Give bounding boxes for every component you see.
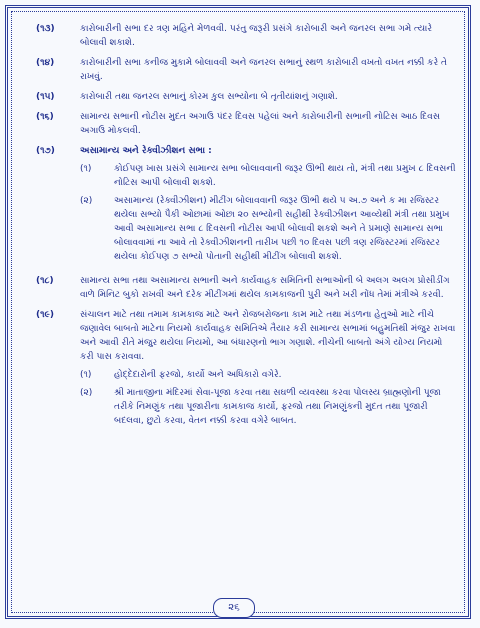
- rule-number: (૧૪): [36, 58, 55, 68]
- rule-text: સામાન્ય સભાની નોટીસ મુદત અગાઉ પંદર દિવસ પહેલાં અને કારોબારીની સભાની નોટિસ આઠ દિવસ અગાઉ મોકલવી.: [80, 112, 441, 136]
- rule-16: [36, 110, 456, 138]
- sub-rule: [80, 194, 456, 264]
- rule-text: સંચાલન માટે તથા તમામ કામકાજ માટે અને રોજબરોજના કામ માટે તથા મંડળના હેતુઓ માટે નીચે જણાવેલ બાબતો માટેના નિયમો કાર્યવાહક સમિતિએ તૈયાર કરી સામાન્ય સભામાં બહુમતિથી મંજુર રાખવા અને આવી રીતે મંજુર થયેલા નિયમો, આ બંધારણનો ભાગ ગણાશે. નીચેની બાબતો અંગે યોગ્ય નિયમો કરી પાસ કરાવવા.: [80, 310, 456, 362]
- rule-number: (૧૩): [36, 24, 55, 34]
- sub-rule-text: હોદ્દેદારોની ફરજો, કાર્યો અને અધિકારો વગેરે.: [114, 370, 282, 380]
- rule-18: [36, 274, 456, 302]
- sub-rule-number: (૨): [80, 196, 93, 206]
- sub-rule-text: અસામાન્ય (રેક્વીઝીશન) મીટીંગ બોલાવવાની જરૂર ઊભી થયે ૫ અ.૭ અને ક મા રજિસ્ટર થયેલા સભ્યો પૈકી ઓછામાં ઓછા ૨૦ સભ્યોની સહીથી રેક્વીઝીશન આવ્યેથી મંત્રી તથા પ્રમુખ આવી અસામાન્ય સભા ૮ દિવસની નોટીસ આપી બોલાવી શકશે અને તે પ્રમાણે સામાન્ય સભા બોલાવવામાં ના આવે તો રેક્વીઝીશનની તારીખ પછી ૧૦ દિવસ પછી ત્રણ રજિસ્ટરમાં રજિસ્ટર થયેલા કોઈપણ ૭ સભ્યો પોતાની સહીથી મીટીંગ બોલાવી શકશે.: [114, 196, 450, 262]
- sub-rule-text: કોઈપણ ખાસ પ્રસંગે સામાન્ય સભા બોલાવવાની જરૂર ઊભી થાય તો, મંત્રી તથા પ્રમુખ ૮ દિવસની નોટિસ આપી બોલાવી શકશે.: [114, 164, 456, 188]
- sub-rule-number: (૧): [80, 370, 92, 380]
- document-body: [36, 22, 456, 438]
- sub-rule: [80, 368, 456, 382]
- sub-rule-text: શ્રી માતાજીના મંદિરમાં સેવા-પૂજા કરવા તથા સઘળી વ્યવસ્થા કરવા પોલસ્ય બ્રાહ્મણોની પૂજા તરીકે નિમણુંક તથા પૂજારીના કામકાજ કાર્યો, ફરજો તથા નિમણુંકની મુદત તથા પૂજારી બદલવા, છુટો કરવા, વેતન નક્કી કરવા વગેરે બાબત.: [114, 388, 441, 426]
- rule-text: કારોબારીની સભા કનીજ મુકામે બોલાવવી અને જનરલ સભાનું સ્થળ કારોબારી વખતો વખત નક્કી કરે તે રાખવું.: [80, 58, 447, 82]
- rule-19: [36, 308, 456, 432]
- rule-number: (૧૭): [36, 146, 55, 156]
- sub-rule-number: (૨): [80, 388, 93, 398]
- sub-rule: [80, 162, 456, 190]
- rule-13: [36, 22, 456, 50]
- rule-text: કારોબારીની સભા દર ત્રણ મહિને મેળવવી. પરંતુ જરૂરી પ્રસંગે કારોબારી અને જનરલ સભા ગમે ત્યારે બોલાવી શકાશે.: [80, 24, 433, 48]
- rule-number: (૧૮): [36, 276, 54, 286]
- rule-number: (૧૬): [36, 112, 54, 122]
- page-number: ૨૬: [213, 598, 255, 618]
- rule-text: સામાન્ય સભા તથા અસામાન્ય સભાની અને કાર્યવાહક સમિતિની સભાઓની બે અલગ અલગ પ્રોસીડીંગ વાળે મિનિટ બુકો રાખવી અને દરેક મીટીંગમાં થયેલ કામકાજની પુરી અને ખરી નોંધ તેમાં મંત્રીએ કરવી.: [80, 276, 450, 300]
- rule-15: [36, 90, 456, 104]
- rule-14: [36, 56, 456, 84]
- rule-17: [36, 144, 456, 268]
- rule-text: કારોબારી તથા જનરલ સભાનું કોરમ કુલ સભ્યોના બે તૃતીયાંશનું ગણાશે.: [80, 92, 338, 102]
- rule-heading: અસામાન્ય અને રેક્વીઝીશન સભા :: [80, 146, 212, 156]
- rule-number: (૧૫): [36, 92, 55, 102]
- rule-number: (૧૯): [36, 310, 54, 320]
- sub-rule-number: (૧): [80, 164, 92, 174]
- sub-rule: [80, 386, 456, 428]
